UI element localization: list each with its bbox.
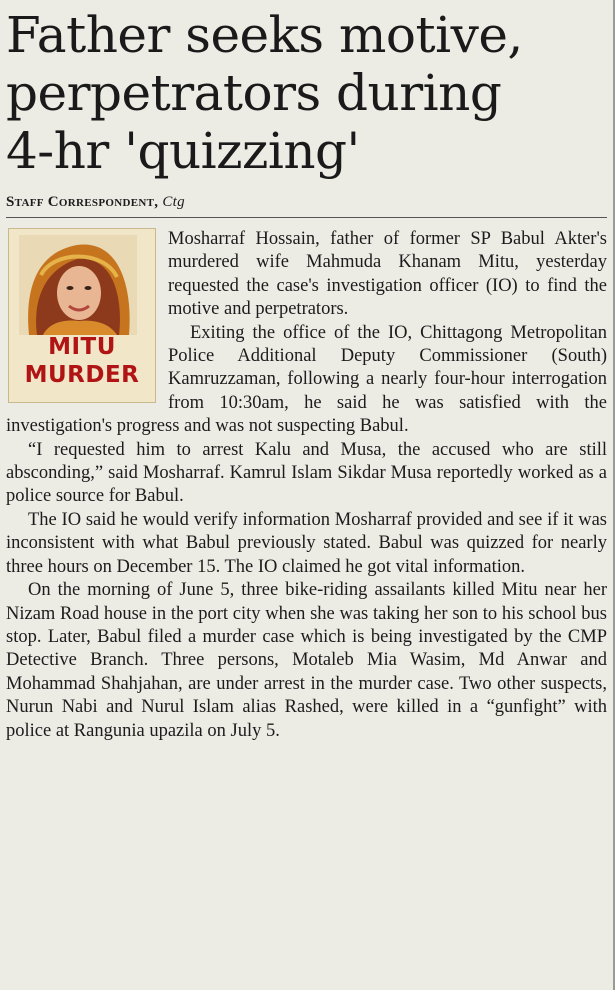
headline-line-3: 4-hr 'quizzing' xyxy=(6,122,360,180)
article-body xyxy=(6,228,607,743)
paragraph-4: The IO said he would verify information Mosharraf provided and see if it was inconsistent with what Babul previously stated. Babul was quizzed for nearly three hours on December 15. The IO claimed he got vital information. xyxy=(6,509,607,577)
paragraph-3: “I requested him to arrest Kalu and Musa, the accused who are still absconding,” said Mosharraf. Kamrul Islam Sikdar Musa reportedly worked as a police source for Babul. xyxy=(6,439,607,507)
headline-line-2: perpetrators during xyxy=(6,64,502,122)
mitu-photo-box xyxy=(8,228,156,403)
paragraph-1: Mosharraf Hossain, father of former SP Babul Akter's murdered wife Mahmuda Khanam Mitu, yesterday requested the case's investigation officer (IO) to find the motive and perpetrators. xyxy=(168,229,607,320)
byline-location: Ctg xyxy=(162,194,185,210)
photo-caption-line-1: MITU xyxy=(48,334,116,360)
headline-line-1: Father seeks motive, xyxy=(6,6,523,64)
paragraph-2: Exiting the office of the IO, Chittagong Metropolitan Police Additional Deputy Commissioner (South) Kamruzzaman, following a nearly four-hour interrogation from 10:30am, he said he was satisfied with the investigation's progress and was not suspecting Babul. xyxy=(6,322,607,437)
byline xyxy=(6,194,607,218)
portrait-photo xyxy=(19,235,137,335)
paragraph-5: On the morning of June 5, three bike-riding assailants killed Mitu near her Nizam Road house in the port city when she was taking her son to his school bus stop. Later, Babul filed a murder case which is being investigated by the CMP Detective Branch. Three persons, Motaleb Mia Wasim, Md Anwar and Mohammad Shahjahan, are under arrest in the murder case. Two other suspects, Nurun Nabi and Nurul Islam alias Rashed, were killed in a “gunfight” with police at Rangunia upazila on July 5. xyxy=(6,580,607,741)
byline-name: Staff Correspondent, xyxy=(6,194,159,210)
photo-caption xyxy=(9,333,155,389)
photo-caption-line-2: MURDER xyxy=(24,362,140,388)
headline xyxy=(6,6,607,180)
